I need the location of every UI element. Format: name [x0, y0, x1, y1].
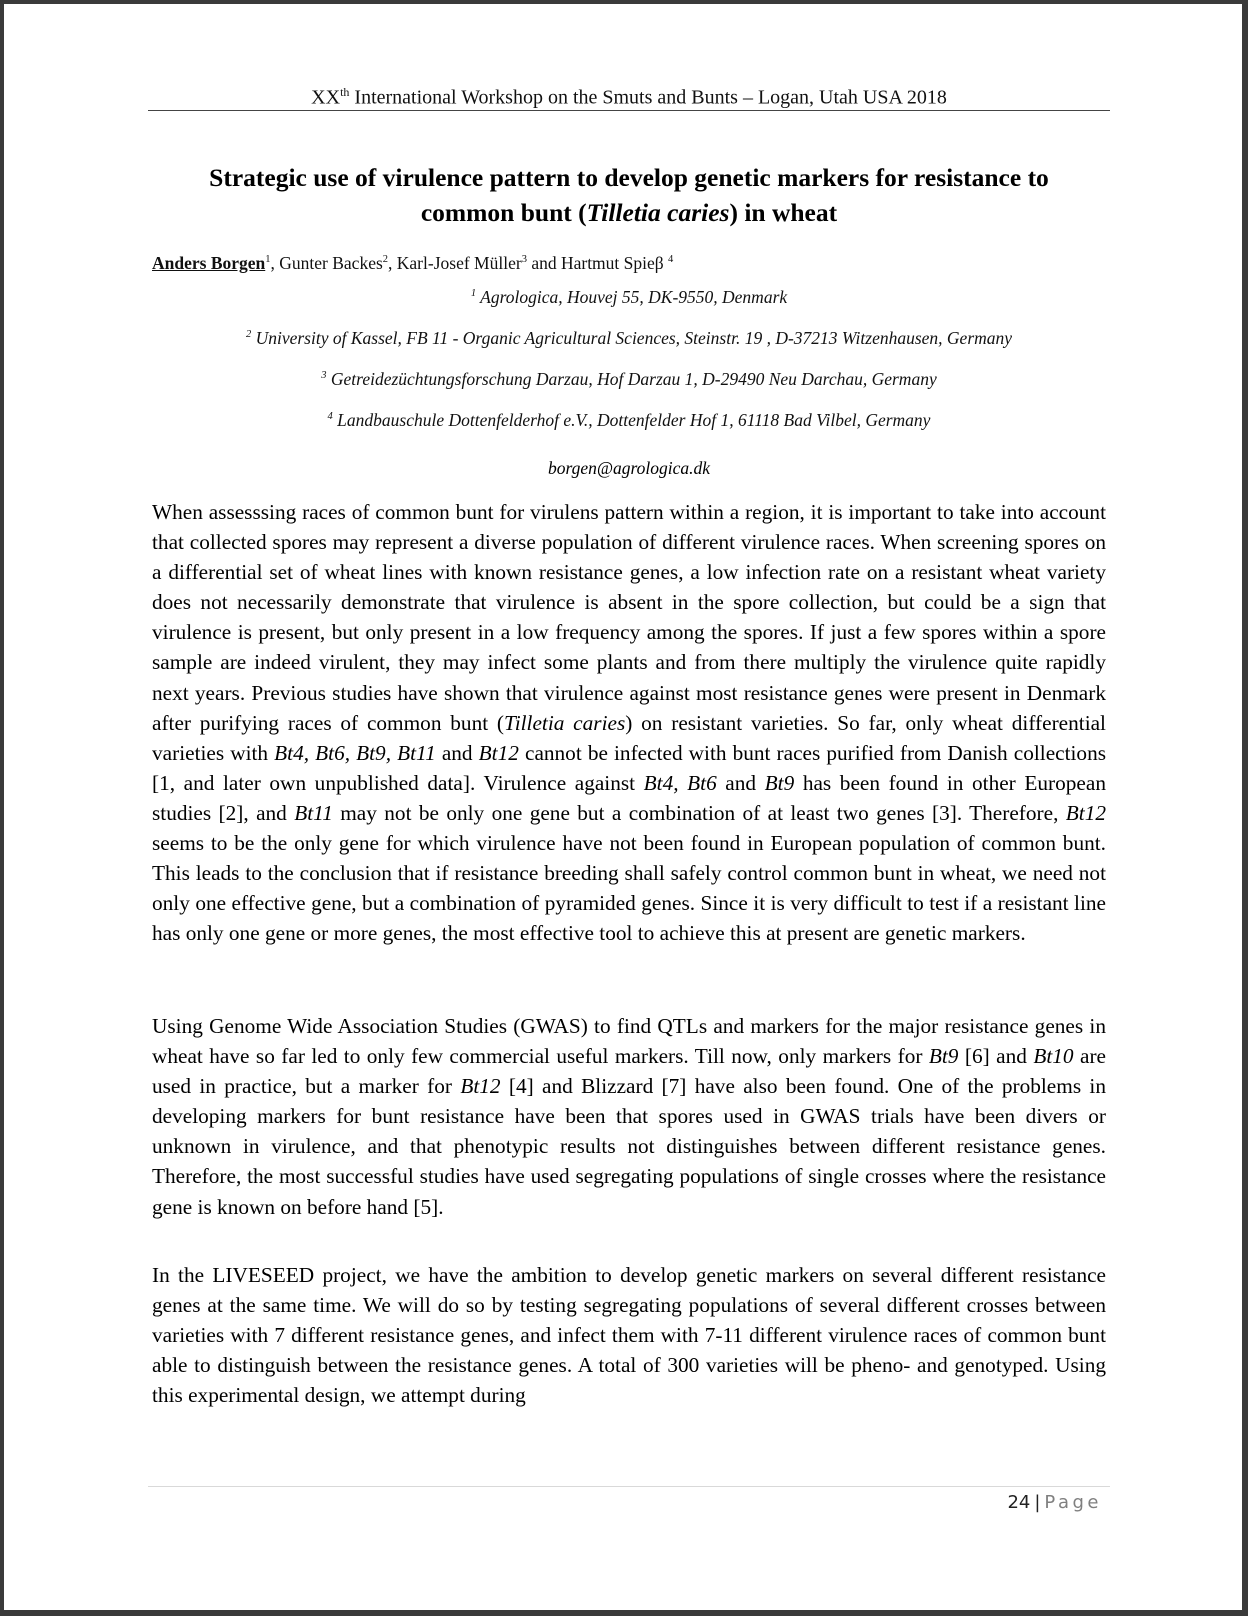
paragraph-2	[152, 1011, 1106, 1222]
document-page	[4, 4, 1242, 1610]
italic-term: Bt10	[1033, 1044, 1074, 1069]
author-sup: 4	[668, 254, 674, 265]
running-header	[148, 78, 1110, 112]
paragraph-3	[152, 1260, 1106, 1410]
affiliation-sup: 1	[470, 288, 477, 299]
title-part: ) in wheat	[729, 198, 838, 227]
header-prefix: XX	[311, 86, 341, 109]
header-text: International Workshop on the Smuts and Bunts – Logan, Utah USA 2018	[349, 86, 947, 109]
text-run: seems to be the only gene for which virulence have not been found in European population of common bunt. This leads to the conclusion that if resistance breeding shall safely control common bunt in wheat, we need not only one effective gene, but a combination of pyramided genes. Since it is very difficult to test if a resistant line has only one gene or more genes, the most effective tool to achieve this at present are genetic markers.	[152, 831, 1106, 946]
text-run: ) on resistant varieties. So far, only wheat differential varieties with	[152, 710, 1106, 765]
text-run: When assesssing races of common bunt for virulens pattern within a region, it is important to take into account that collected spores may represent a diverse population of different virulence races. When screening spores on a differential set of wheat lines with known resistance genes, a low infection rate on a resistant wheat variety does not necessarily demonstrate that virulence is absent in the spore collection, but could be a sign that virulence is present, but only present in a low frequency among the spores. If just a few spores within a spore sample are indeed virulent, they may infect some plants and from there multiply the virulence quite rapidly next years. Previous studies have shown that virulence against most resistance genes were present in Denmark after purifying races of common bunt (	[152, 500, 1106, 735]
text-run: and	[435, 740, 479, 765]
affiliation-sup: 4	[327, 411, 333, 422]
affiliation-text: Landbauschule Dottenfelderhof e.V., Dottenfelder Hof 1, 61118 Bad Vilbel, Germany	[332, 409, 931, 430]
italic-term: Bt11	[294, 800, 333, 825]
italic-term: Bt4, Bt6	[643, 770, 717, 795]
header-superscript: th	[340, 85, 350, 99]
author: and Hartmut Spieβ	[526, 252, 669, 273]
affiliation-4	[148, 405, 1110, 432]
page-footer	[1007, 1490, 1102, 1516]
italic-term: Bt12	[1065, 800, 1107, 825]
text-run: [6] and	[958, 1044, 1034, 1069]
footer-divider	[148, 1486, 1110, 1487]
text-run: cannot be infected with bunt races purified from Danish collections [1, and later own unpublished data]. Virulence against	[152, 740, 1107, 795]
italic-term: Bt9	[764, 770, 795, 795]
title-species: Tilletia caries	[586, 198, 730, 227]
italic-term: Bt4, Bt6, Bt9, Bt11	[274, 740, 436, 765]
text-run: are used in practice, but a marker for	[152, 1044, 1106, 1099]
lead-author: Anders Borgen	[152, 252, 266, 273]
italic-term: Bt9	[928, 1044, 959, 1069]
italic-term: Tilletia caries	[504, 710, 626, 735]
affiliation-3	[148, 364, 1110, 391]
author-list	[152, 248, 1112, 275]
paper-title	[148, 160, 1110, 230]
contact-email: borgen@agrologica.dk	[547, 458, 711, 478]
affiliation-text: Getreidezüchtungsforschung Darzau, Hof Darzau 1, D-29490 Neu Darchau, Germany	[326, 368, 937, 389]
affiliation-2	[148, 323, 1110, 350]
affiliation-sup: 3	[321, 370, 327, 381]
page-number: 24	[1007, 1492, 1031, 1513]
affiliation-sup: 2	[245, 329, 252, 340]
page-label: Page	[1044, 1492, 1102, 1513]
author: , Karl-Josef Müller	[388, 252, 522, 273]
author-sup: 2	[382, 254, 389, 265]
text-run: In the LIVESEED project, we have the ambition to develop genetic markers on several different resistance genes at the same time. We will do so by testing segregating populations of several different crosses between varieties with 7 different resistance genes, and infect them with 7-11 different virulence races of common bunt able to distinguish between the resistance genes. A total of 300 varieties will be pheno- and genotyped. Using this experimental design, we attempt during	[152, 1263, 1106, 1408]
author-sup: 1	[265, 254, 271, 265]
header-divider	[148, 110, 1110, 111]
author: , Gunter Backes	[270, 252, 383, 273]
text-run: and	[716, 770, 765, 795]
paragraph-1	[152, 497, 1106, 948]
title-line-2	[148, 195, 1110, 230]
italic-term: Bt12	[478, 740, 519, 765]
text-run: has been found in other European studies [2], and	[152, 770, 1106, 825]
title-line-1: Strategic use of virulence pattern to develop genetic markers for resistance to	[209, 163, 1049, 192]
title-part: common bunt (	[420, 198, 587, 227]
text-run: [4] and Blizzard [7] have also been found. One of the problems in developing markers for bunt resistance have been that spores used in GWAS trials have been divers or unknown in virulence, and that phenotypic results not distinguishes between different resistance genes. Therefore, the most successful studies have used segregating populations of single crosses where the resistance gene is known on before hand [5].	[152, 1074, 1106, 1219]
affiliation-text: Agrologica, Houvej 55, DK-9550, Denmark	[476, 286, 788, 307]
text-run: may not be only one gene but a combination of at least two genes [3]. Therefore,	[332, 800, 1066, 825]
footer-separator: |	[1034, 1492, 1041, 1513]
affiliation-1	[148, 282, 1110, 309]
author-sup: 3	[521, 254, 527, 265]
italic-term: Bt12	[460, 1074, 501, 1099]
affiliation-text: University of Kassel, FB 11 - Organic Agricultural Sciences, Steinstr. 19 , D-37213 Witzenhausen, Germany	[251, 327, 1013, 348]
text-run: Using Genome Wide Association Studies (GWAS) to find QTLs and markers for the major resistance genes in wheat have so far led to only few commercial useful markers. Till now, only markers for	[152, 1014, 1106, 1069]
